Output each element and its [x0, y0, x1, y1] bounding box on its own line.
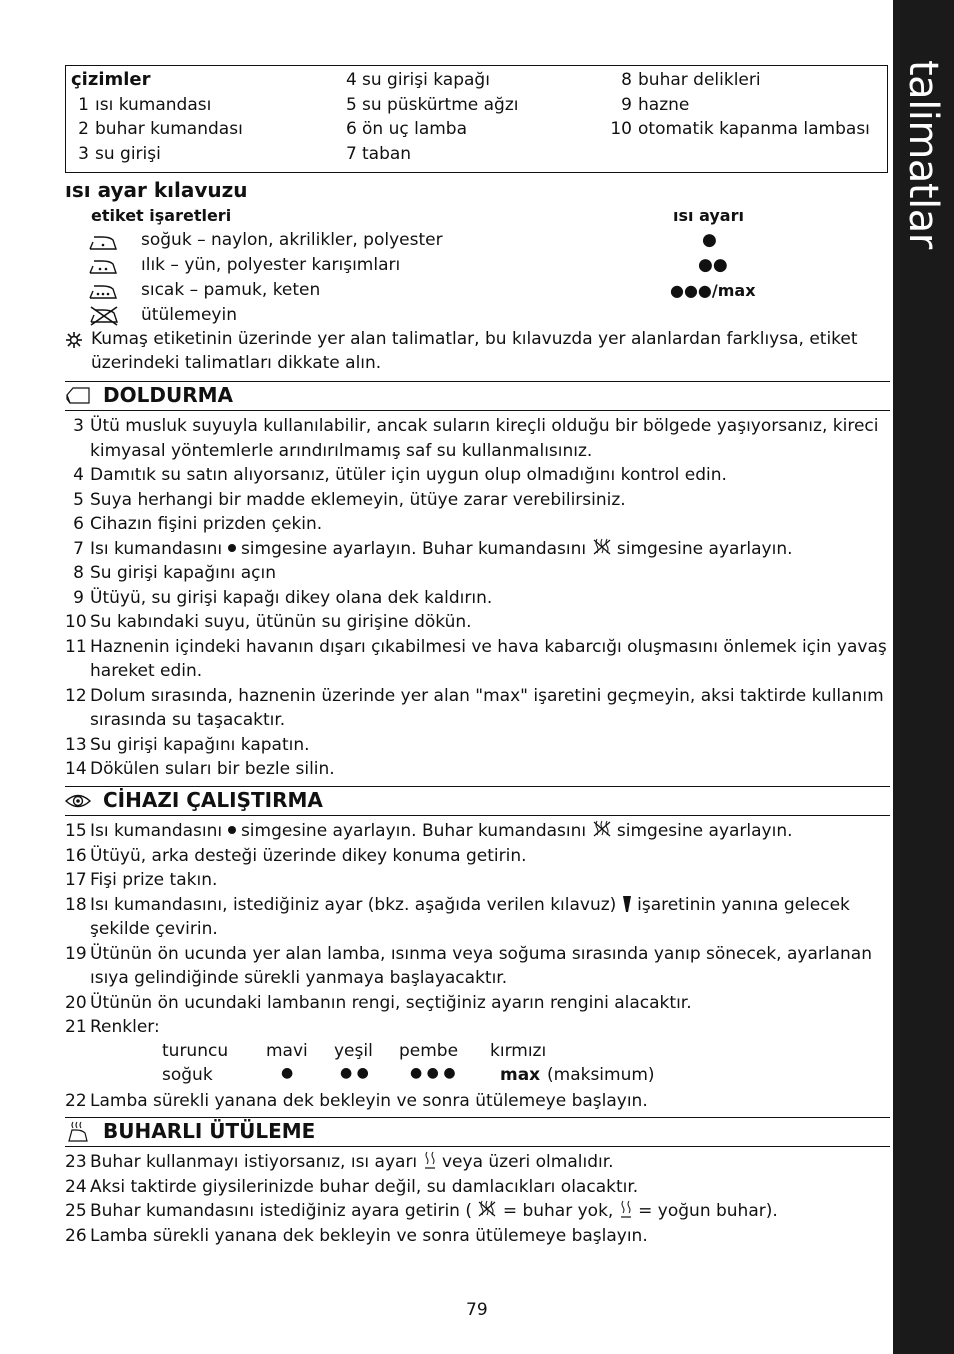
steam-max-icon [423, 1150, 437, 1170]
list-item: 7 Isı kumandasını simgesine ayarlayın. Buhar kumandasını simgesine ayarlayın. [73, 538, 793, 559]
color-name-1: turuncu [162, 1041, 229, 1061]
steam-list [65, 1150, 890, 1248]
part-6: 6 ön uç lamba [346, 119, 468, 139]
color-name-3: yeşil [334, 1041, 373, 1061]
parts-col-2 [346, 68, 519, 166]
section-using-header [65, 786, 890, 816]
steam-max-icon [619, 1199, 633, 1219]
part-3: 3 su girişi [78, 143, 161, 164]
guide-row-3-setting: ●●●/max [670, 281, 756, 300]
pointer-mark-icon [622, 895, 632, 913]
color-value-3: ● ● [340, 1065, 369, 1081]
side-tab [893, 0, 954, 1354]
list-item: 14 Dökülen suları bir bezle silin. [65, 759, 335, 779]
color-name-2: mavi [266, 1041, 308, 1061]
using-list-end [65, 1089, 890, 1114]
no-steam-icon [477, 1199, 497, 1219]
list-item: 25 Buhar kumandasını istediğiniz ayara getirin ( = buhar yok, = yoğun buhar). [65, 1201, 778, 1221]
part-1: 1 ısı kumandası [78, 94, 212, 115]
filling-list [65, 414, 890, 782]
list-item: 12 Dolum sırasında, haznenin üzerinde yer alan "max" işaretini geçmeyin, aksi taktirde kullanım sırasında su taşacaktır. [65, 685, 884, 730]
color-value-5: max [500, 1065, 541, 1085]
color-name-5: kırmızı [490, 1041, 547, 1061]
guide-col-label: etiket işaretleri [91, 206, 232, 225]
list-item: 23 Buhar kullanmayı istiyorsanız, ısı ayarı veya üzeri olmalıdır. [65, 1152, 614, 1172]
using-list [65, 819, 890, 1040]
list-item: 24 Aksi taktirde giysilerinizde buhar değil, su damlacıkları olacaktır. [65, 1176, 639, 1197]
part-10: 10 otomatik kapanma lambası [610, 119, 870, 139]
iron-two-dots-icon [88, 258, 118, 276]
guide-note-line-1: Kumaş etiketinin üzerinde yer alan talimatlar, bu kılavuzda yer alanlardan farklıysa, etiket [91, 329, 858, 349]
color-name-4: pembe [399, 1041, 459, 1061]
section-using-title: CİHAZI ÇALIŞTIRMA [103, 788, 323, 812]
one-dot-icon [228, 826, 236, 834]
part-5: 5 su püskürtme ağzı [346, 94, 519, 115]
part-8: 8 buhar delikleri [621, 70, 761, 90]
color-value-4: ● ● ● [410, 1065, 456, 1081]
parts-heading: çizimler [71, 69, 151, 90]
list-item: 16 Ütüyü, arka desteği üzerinde dikey konuma getirin. [65, 845, 527, 866]
steam-iron-icon [65, 1121, 91, 1143]
list-item: 9 Ütüyü, su girişi kapağı dikey olana dek kaldırın. [73, 587, 493, 608]
list-item: 3 Ütü musluk suyuyla kullanılabilir, ancak suların kireçli olduğu bir bölgede yaşıyorsanız, kireci kimyasal yöntemlerle arındırılmamış saf su kullanmalısınız. [73, 416, 879, 461]
guide-row-2-text: ılık – yün, polyester karışımları [141, 255, 401, 275]
list-item: 10 Su kabındaki suyu, ütünün su girişine dökün. [65, 612, 472, 632]
color-max-note: (maksimum) [547, 1065, 655, 1085]
list-item: 21 Renkler: [65, 1017, 160, 1037]
color-value-2: ● [281, 1065, 294, 1081]
section-steam-title: BUHARLI ÜTÜLEME [103, 1119, 316, 1143]
iron-one-dot-icon [88, 234, 118, 252]
guide-note-line-2: üzerindeki talimatları dikkate alın. [91, 353, 382, 373]
water-tank-icon [65, 385, 91, 407]
guide-title: ısı ayar kılavuzu [65, 178, 248, 202]
color-value-1: soğuk [162, 1065, 213, 1085]
side-tab-label: talimatlar [900, 60, 946, 249]
list-item: 26 Lamba sürekli yanana dek bekleyin ve sonra ütülemeye başlayın. [65, 1225, 648, 1246]
iron-three-dots-icon [88, 283, 118, 301]
parts-col-1 [71, 68, 243, 166]
page-number: 79 [466, 1300, 488, 1320]
section-steam-header [65, 1117, 890, 1147]
part-9: 9 hazne [621, 94, 690, 115]
list-item: 18 Isı kumandasını, istediğiniz ayar (bkz. aşağıda verilen kılavuz) işaretinin yanına gelecek şekilde çevirin. [65, 894, 850, 939]
list-item: 8 Su girişi kapağını açın [73, 563, 277, 583]
list-item: 15 Isı kumandasını simgesine ayarlayın. Buhar kumandasını simgesine ayarlayın. [65, 821, 793, 841]
star-icon [65, 331, 83, 349]
guide-row-4-text: ütülemeyin [141, 305, 237, 325]
iron-crossed-icon [88, 305, 120, 327]
list-item: 13 Su girişi kapağını kapatın. [65, 734, 310, 755]
list-item: 4 Damıtık su satın alıyorsanız, ütüler için uygun olup olmadığını kontrol edin. [73, 465, 727, 485]
list-item: 11 Haznenin içindeki havanın dışarı çıkabilmesi ve hava kabarcığı oluşmasını önlemek için yavaş hareket edin. [65, 636, 887, 681]
list-item: 5 Suya herhangi bir madde eklemeyin, ütüye zarar verebilirsiniz. [73, 489, 626, 510]
parts-box [65, 65, 888, 173]
list-item: 20 Ütünün ön ucundaki lambanın rengi, seçtiğiniz ayarın rengini alacaktır. [65, 992, 692, 1013]
guide-row-1-text: soğuk – naylon, akrilikler, polyester [141, 230, 443, 250]
section-filling-title: DOLDURMA [103, 383, 233, 407]
part-2: 2 buhar kumandası [78, 119, 243, 139]
list-item: 17 Fişi prize takın. [65, 870, 218, 890]
section-filling-header [65, 381, 890, 411]
list-item: 6 Cihazın fişini prizden çekin. [73, 514, 323, 534]
no-steam-icon [592, 537, 612, 557]
list-item: 19 Ütünün ön ucunda yer alan lamba, ısınma veya soğuma sırasında yanıp sönecek, ayarlanan ısıya gelindiğinde sürekli yanmaya başlayacaktır. [65, 943, 872, 988]
list-item: 22 Lamba sürekli yanana dek bekleyin ve sonra ütülemeye başlayın. [65, 1091, 648, 1111]
one-dot-icon [228, 544, 236, 552]
eye-icon [65, 790, 91, 812]
part-4: 4 su girişi kapağı [346, 70, 490, 90]
guide-row-1-setting: ● [702, 230, 717, 250]
parts-col-3 [609, 68, 870, 142]
part-7: 7 taban [346, 143, 412, 164]
guide-col-setting: ısı ayarı [673, 206, 744, 225]
guide-row-3-text: sıcak – pamuk, keten [141, 280, 321, 300]
no-steam-icon [592, 819, 612, 839]
guide-row-2-setting: ●● [698, 255, 728, 275]
